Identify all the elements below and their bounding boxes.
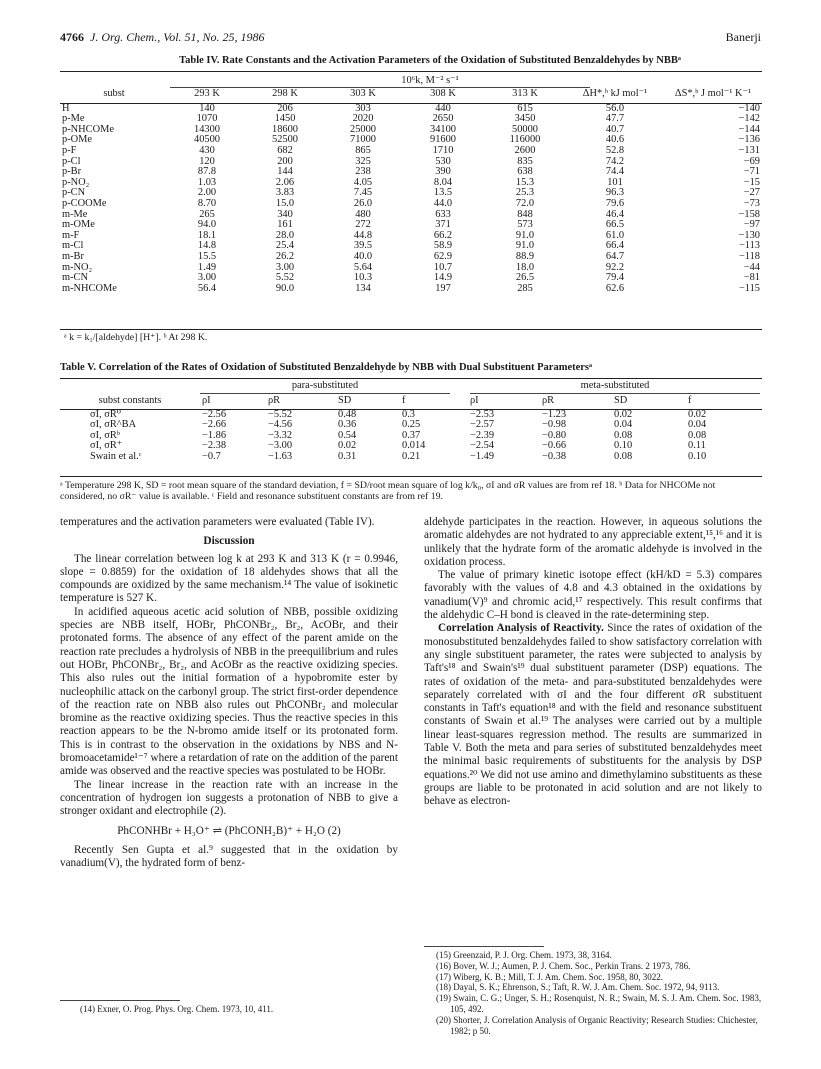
table4-cell: 2.06	[275, 176, 295, 188]
table5-cell: −2.53	[470, 408, 495, 420]
table4-row-label: m-F	[62, 229, 80, 241]
table5-row	[60, 452, 762, 463]
table4-row-label: p-Cl	[62, 155, 81, 167]
table5-cell: 0.3	[402, 408, 415, 420]
table5-cell: 0.25	[402, 419, 421, 431]
table5-cell: −3.32	[268, 429, 293, 441]
table5-cell: −1.23	[542, 408, 567, 420]
table4-cell: 272	[355, 219, 371, 231]
right-footnote-rule	[424, 946, 544, 947]
table5-footnote: ᵃ Temperature 298 K, SD = root mean square of the standard deviation, f = SD/root mean square of log k/k₀, σI and σR values are from ref 18. ᵇ Data for NHCOMe not considered, no σR⁻ value is available. ᶜ Field and resonance substituent constants are from ref 19.	[60, 480, 716, 502]
table4-cell: −27	[743, 187, 760, 199]
table4-cell: 5.52	[275, 272, 295, 284]
table5-head	[60, 396, 762, 409]
table4-cell: 848	[517, 208, 533, 220]
table5-group-para: para-substituted	[291, 380, 359, 391]
table4-row-label: p-NO₂	[62, 176, 90, 188]
table4-cell: 40500	[194, 134, 220, 146]
table4-cell: 66.4	[605, 240, 625, 252]
table4-cell: 26.0	[353, 197, 373, 209]
table4-cell: 14.8	[197, 240, 217, 252]
table4-cell: −73	[743, 197, 760, 209]
table4-cell: 10.3	[353, 272, 373, 284]
table4-cell: 2.00	[197, 187, 217, 199]
table5-cell: 0.014	[402, 440, 426, 452]
table4-cell: 4.05	[353, 176, 373, 188]
table4-cell: −130	[738, 229, 760, 241]
table5-cell: 0.31	[338, 450, 357, 462]
table4-row	[60, 157, 762, 168]
table4-cell: −71	[743, 166, 760, 178]
t5-col-rhoI-para: ρI	[202, 395, 211, 406]
table5-cell: −5.52	[268, 408, 293, 420]
table5-cell: −0.80	[542, 429, 567, 441]
table4-cell: −131	[738, 144, 760, 156]
table4-cell: 74.4	[605, 166, 625, 178]
table4-row	[60, 103, 762, 114]
table4-cell: 15.5	[197, 250, 217, 262]
table5-cell: −2.54	[470, 440, 495, 452]
table5-row-label: Swain et al.ᶜ	[90, 450, 142, 462]
table4-cell: 18.0	[515, 261, 535, 273]
table5-cell: −2.56	[202, 408, 227, 420]
table4-cell: 682	[277, 144, 293, 156]
table4-row	[60, 273, 762, 284]
table4-cell: 1.49	[197, 261, 217, 273]
reference-19: (19) Swain, C. G.; Unger, S. H.; Rosenquist, N. R.; Swain, M. S. J. Am. Chem. Soc. 1983, 105, 492.	[436, 993, 762, 1014]
table4-cell: 26.2	[275, 250, 295, 262]
table4-cell: 25.4	[275, 240, 295, 252]
table4-bottom-rule	[60, 329, 762, 330]
table4-cell: −118	[738, 250, 760, 262]
table4-cell: 40.7	[605, 123, 625, 135]
table4-cell: 238	[355, 166, 371, 178]
table4-cell: 44.8	[353, 229, 373, 241]
table4-row	[60, 220, 762, 231]
table4-cell: 91600	[430, 134, 456, 146]
reference-16: (16) Bover, W. J.; Aumen, P. J. Chem. Soc., Perkin Trans. 2 1973, 786.	[436, 960, 691, 971]
table4-cell: 71000	[350, 134, 376, 146]
table4-row	[60, 263, 762, 274]
table4-cell: 64.7	[605, 250, 625, 262]
table4-row	[60, 125, 762, 136]
table4-cell: 325	[355, 155, 371, 167]
left-paragraph-1: The linear correlation between log k at 293 K and 313 K (r = 0.9946, slope = 0.8859) for the oxidation of 18 aldehydes shows that all the compounds are oxidized by the same mechanism.¹⁴ The value of isokinetic temperature is 527 K.	[60, 552, 398, 605]
table4-row-label: m-Cl	[62, 240, 84, 252]
table4-row	[60, 241, 762, 252]
table4-row-label: m-NO₂	[62, 261, 93, 273]
table4-row-label: p-COOMe	[62, 197, 107, 209]
page-number: 4766	[60, 30, 84, 44]
table4-cell: 25.3	[515, 187, 535, 199]
t4-col-293: 293 K	[194, 88, 220, 99]
table5-cell: 0.02	[338, 440, 357, 452]
table4-cell: 90.0	[275, 282, 295, 294]
table4	[60, 89, 762, 294]
table4-cell: 161	[277, 219, 293, 231]
table4-cell: 638	[517, 166, 533, 178]
table5-cell: −1.63	[268, 450, 293, 462]
table5-cell: 0.08	[614, 450, 633, 462]
table4-cell: −158	[738, 208, 760, 220]
t5-col-f-para: f	[402, 395, 406, 406]
table5-cell: −2.39	[470, 429, 495, 441]
left-paragraph-4: Recently Sen Gupta et al.⁹ suggested that in the oxidation by vanadium(V), the hydrated form of benz-	[60, 843, 398, 870]
table5-cell: 0.10	[614, 440, 633, 452]
right-paragraph-1: aldehyde participates in the reaction. However, in aqueous solutions the aromatic aldehydes are not hydrated to any appreciable extent,¹⁵,¹⁶ and it is unlikely that the hydrate form of the aromatic aldehyde is involved in the oxidation process.	[424, 516, 762, 568]
table5-cell: 0.21	[402, 450, 421, 462]
table4-cell: −15	[743, 176, 760, 188]
table5-cell: 0.10	[688, 450, 707, 462]
table5-cell: 0.11	[688, 440, 706, 452]
table4-cell: 1450	[274, 113, 296, 125]
table5-cell: 0.37	[402, 429, 421, 441]
table4-row	[60, 210, 762, 221]
table4-cell: 87.8	[197, 166, 217, 178]
table4-cell: 197	[435, 282, 451, 294]
table4-row-label: p-F	[62, 144, 77, 156]
t4-col-303: 303 K	[350, 88, 376, 99]
table4-cell: 88.9	[515, 250, 535, 262]
table4-cell: 371	[435, 219, 451, 231]
table5-cell: −0.7	[202, 450, 221, 462]
t5-col-sd-meta: SD	[614, 395, 628, 406]
reference-17: (17) Wiberg, K. B.; Mill, T. J. Am. Chem. Soc. 1958, 80, 3022.	[436, 971, 663, 982]
table4-cell: 26.5	[515, 272, 535, 284]
table4-unit-header: 10⁶k, M⁻² s⁻¹	[401, 75, 459, 86]
table4-row	[60, 199, 762, 210]
table4-cell: 91.0	[515, 240, 535, 252]
table4-cell: 573	[517, 219, 533, 231]
table4-cell: −113	[738, 240, 760, 252]
table4-row-label: m-NHCOMe	[62, 282, 117, 294]
table4-row-label: p-NHCOMe	[62, 123, 114, 135]
t5-col-rhoR-meta: ρR	[542, 395, 555, 406]
table4-cell: 91.0	[515, 229, 535, 241]
table4-row-label: p-CN	[62, 187, 86, 199]
table4-cell: 58.9	[433, 240, 453, 252]
left-footnote-rule	[60, 1000, 180, 1001]
table5-cell: −1.49	[470, 450, 495, 462]
t5-col-f-meta: f	[688, 395, 692, 406]
table4-row	[60, 284, 762, 295]
table5-cell: 0.04	[614, 419, 633, 431]
table5-top-rule	[60, 378, 762, 379]
t4-col-298: 298 K	[272, 88, 298, 99]
table5-cell: −3.00	[268, 440, 293, 452]
table4-cell: −140	[738, 102, 760, 114]
table4-row	[60, 231, 762, 242]
table4-cell: 72.0	[515, 197, 535, 209]
left-paragraph-2: In acidified aqueous acetic acid solution of NBB, possible oxidizing species are NBB itself, HOBr, PhCONBr₂, Br₂, AcOBr, and their protonated forms. The absence of any effect of the parent amide on the reaction rate precludes a hydrolysis of NBB in the preequilibrium and rules out HOBr, PhCONBr₂, Br₂, and AcOBr as the reactive oxidizing species. This also rules out the initial formation of a hypobromite ester by nucleophilic attack on the carbonyl group. The strict first-order dependence of the reaction rate on NBB also rules out PhCONBr₂ and molecular bromine as the reactive oxidizing species. Thus the reactive species in this reaction appears to be the N-bromo amide itself or its protonated form. This is in contrast to the observation in the oxidations by NBS and N-bromoacetamide¹⁻⁷ where a retardation of rate on the addition of the parent amide was observed and the reactive species was postulated to be HOBr.	[60, 605, 398, 778]
table4-body	[60, 103, 762, 294]
table4-cell: 1.03	[197, 176, 217, 188]
table4-cell: 101	[607, 176, 623, 188]
table5-cell: 0.36	[338, 419, 357, 431]
right-paragraph-2: The value of primary kinetic isotope effect (kH/kD = 5.3) compares favorably with the values of 4.8 and 4.3 obtained in the oxidations by vanadium(V)⁹ and chromic acid,¹⁷ respectively. This result confirms that the aldehydic C–H bond is cleaved in the rate-determining step.	[424, 569, 762, 622]
table4-top-rule	[60, 71, 762, 72]
table4-cell: 15.3	[515, 176, 535, 188]
table4-cell: 52500	[272, 134, 298, 146]
table4-cell: 46.4	[605, 208, 625, 220]
table4-cell: 96.3	[605, 187, 625, 199]
table4-cell: 3.00	[275, 261, 295, 273]
table4-cell: −44	[743, 261, 760, 273]
table4-cell: −81	[743, 272, 760, 284]
table4-cell: 340	[277, 208, 293, 220]
table4-cell: 140	[199, 102, 215, 114]
table4-cell: 56.0	[605, 102, 625, 114]
table4-cell: 14300	[194, 123, 220, 135]
table4-row	[60, 188, 762, 199]
correlation-analysis-heading: Correlation Analysis of Reactivity.	[438, 622, 604, 635]
table4-cell: 62.9	[433, 250, 453, 262]
table4-row	[60, 146, 762, 157]
table4-cell: 390	[435, 166, 451, 178]
table4-cell: 865	[355, 144, 371, 156]
table5-cell: −4.56	[268, 419, 293, 431]
reference-14: (14) Exner, O. Prog. Phys. Org. Chem. 1973, 10, 411.	[80, 1004, 274, 1014]
table5-cell: 0.02	[614, 408, 633, 420]
table5-cell: −2.38	[202, 440, 227, 452]
table4-cell: 28.0	[275, 229, 295, 241]
table4-row-label: p-OMe	[62, 134, 93, 146]
table4-cell: 18.1	[197, 229, 217, 241]
table4-cell: −69	[743, 155, 760, 167]
table4-row	[60, 252, 762, 263]
table4-cell: −97	[743, 219, 760, 231]
table4-cell: −136	[738, 134, 760, 146]
table4-cell: 206	[277, 102, 293, 114]
table4-cell: 530	[435, 155, 451, 167]
table4-cell: 440	[435, 102, 451, 114]
table4-cell: 66.5	[605, 219, 625, 231]
table4-cell: 3.83	[275, 187, 295, 199]
table4-cell: 3450	[514, 113, 536, 125]
table4-cell: 120	[199, 155, 215, 167]
table4-cell: 2600	[514, 144, 536, 156]
table5-row-label: σI, σR⁰	[90, 408, 121, 420]
table4-cell: −144	[738, 123, 760, 135]
table5-cell: 0.02	[688, 408, 707, 420]
t5-col-rhoI-meta: ρI	[470, 395, 479, 406]
table5-meta-rule	[470, 393, 760, 394]
running-header-left	[60, 30, 265, 45]
table4-cell: −115	[738, 282, 760, 294]
table4-cell: 835	[517, 155, 533, 167]
table5-cell: −2.57	[470, 419, 495, 431]
table4-cell: 303	[355, 102, 371, 114]
right-column	[424, 516, 762, 809]
table5-cell: 0.08	[614, 429, 633, 441]
t5-col-subst: subst constants	[98, 395, 162, 406]
table4-cell: 615	[517, 102, 533, 114]
table5-cell: −0.98	[542, 419, 567, 431]
table4-cell: 13.5	[433, 187, 453, 199]
table4-cell: 144	[277, 166, 293, 178]
table5-cell: −0.66	[542, 440, 567, 452]
t4-col-subst: subst	[103, 88, 125, 99]
table5-row-label: σI, σR⁺	[90, 440, 123, 452]
t4-col-313: 313 K	[512, 88, 538, 99]
table5-caption: Table V. Correlation of the Rates of Oxidation of Substituted Benzaldehyde by NBB with Dual Substituent Parametersᵃ	[60, 362, 593, 373]
table4-cell: 134	[355, 282, 371, 294]
table4-row	[60, 135, 762, 146]
table4-cell: 66.2	[433, 229, 453, 241]
reference-18: (18) Dayal, S. K.; Ehrenson, S.; Taft, R. W. J. Am. Chem. Soc. 1972, 94, 9113.	[436, 982, 720, 993]
table4-footnote: ᵃ k = k₁/[aldehyde] [H⁺]. ᵇ At 298 K.	[64, 332, 208, 343]
discussion-heading: Discussion	[203, 535, 255, 548]
table4-row-label: m-CN	[62, 272, 88, 284]
t5-col-rhoR-para: ρR	[268, 395, 281, 406]
table4-cell: 25000	[350, 123, 376, 135]
table4-cell: 50000	[512, 123, 538, 135]
reference-15: (15) Greenzaid, P. J. Org. Chem. 1973, 38, 3164.	[436, 950, 612, 960]
table5-row-label: σI, σR^BA	[90, 419, 137, 431]
table4-row	[60, 167, 762, 178]
t4-col-ds: ΔS*,ᵇ J mol⁻¹ K⁻¹	[674, 88, 752, 100]
table4-row-label: m-Br	[62, 250, 84, 262]
table4-cell: 8.04	[433, 176, 453, 188]
table4-cell: 1710	[432, 144, 454, 156]
table5-cell: 0.04	[688, 419, 707, 431]
table4-row-label: p-Br	[62, 166, 82, 178]
table5-row-label: σI, σRᵇ	[90, 429, 121, 441]
table4-row-label: m-Me	[62, 208, 88, 220]
table4-cell: 79.6	[605, 197, 625, 209]
table4-cell: 52.8	[605, 144, 625, 156]
table4-caption: Table IV. Rate Constants and the Activation Parameters of the Oxidation of Substituted Benzaldehydes by NBBᵃ	[179, 55, 681, 66]
table5-cell: 0.48	[338, 408, 357, 420]
table4-cell: 62.6	[605, 282, 625, 294]
table4-cell: 34100	[430, 123, 456, 135]
table4-cell: 15.0	[275, 197, 295, 209]
table4-cell: 7.45	[353, 187, 373, 199]
table4-cell: 56.4	[197, 282, 217, 294]
table4-cell: 74.2	[605, 155, 625, 167]
table4-cell: 2650	[432, 113, 454, 125]
t5-col-sd-para: SD	[338, 395, 352, 406]
table4-row-label: p-Me	[62, 113, 85, 125]
table4-cell: 39.5	[353, 240, 373, 252]
table5-cell: −1.86	[202, 429, 227, 441]
table5-body	[60, 409, 762, 462]
table4-head	[60, 89, 762, 103]
table4-cell: 47.7	[605, 113, 625, 125]
table5-group-meta: meta-substituted	[580, 380, 650, 391]
journal-citation: J. Org. Chem., Vol. 51, No. 25, 1986	[90, 30, 265, 44]
table5-cell: 0.08	[688, 429, 707, 441]
right-paragraph-3-text: Since the rates of oxidation of the monosubstituted benzaldehydes failed to show satisfactory correlation with any single substituent parameter, the rates were subjected to analysis by Taft's¹⁸ and Swain's¹⁹ dual substituent parameter (DSP) equations. The rates of oxidation of the meta- and para-substituted benzaldehydes were separately correlated with σI and the four different σR substituent constants in Taft's equation¹⁸ and with the field and resonance substituent constants of Swain et al.¹⁹ The analyses were carried out by a multiple linear least-squares regression method. The results are summarized in Table V. Both the meta and para series of substituted benzaldehydes meet the minimal basic requirements of substituents for the analysis by DSP equations.²⁰ We did not use amino and dimethylamino substituents as these groups are liable to be protonated in acid solution and are not likely to behave as electron-	[424, 622, 762, 808]
table4-cell: 61.0	[605, 229, 625, 241]
table5-cell: −0.38	[542, 450, 567, 462]
reference-20: (20) Shorter, J. Correlation Analysis of Organic Reactivity; Research Studies: Chichester, 1982; p 50.	[436, 1014, 758, 1036]
table4-cell: 44.0	[433, 197, 453, 209]
table4-row	[60, 178, 762, 189]
table4-cell: 200	[277, 155, 293, 167]
table4-cell: 40.0	[353, 250, 373, 262]
left-column	[60, 516, 398, 870]
table4-cell: 1070	[196, 113, 218, 125]
t4-col-dh: ΔH*,ᵇ kJ mol⁻¹	[582, 88, 648, 99]
table4-cell: 265	[199, 208, 215, 220]
right-references	[436, 950, 762, 1036]
table4-cell: 116000	[509, 134, 541, 146]
right-paragraph-3	[424, 622, 762, 808]
table4-row	[60, 114, 762, 125]
equation-2: PhCONHBr + H₃O⁺ ⇌ (PhCONH₂B)⁺ + H₂O (2)	[117, 824, 341, 837]
table4-cell: 5.64	[353, 261, 373, 273]
table5-cell: 0.54	[338, 429, 357, 441]
t4-col-308: 308 K	[430, 88, 456, 99]
table4-cell: 79.4	[605, 272, 625, 284]
table4-cell: 480	[355, 208, 371, 220]
table4-cell: 2020	[352, 113, 374, 125]
table4-cell: 430	[199, 144, 215, 156]
table5-para-rule	[200, 393, 450, 394]
table4-cell: 8.70	[197, 197, 217, 209]
table4-cell: 285	[517, 282, 533, 294]
table4-cell: 14.9	[433, 272, 453, 284]
table4-cell: 10.7	[433, 261, 453, 273]
table4-cell: 92.2	[605, 261, 625, 273]
table4-cell: 633	[435, 208, 451, 220]
table5-bottom-rule	[60, 476, 762, 477]
table5-cell: −2.66	[202, 419, 227, 431]
table4-cell: −142	[738, 113, 760, 125]
left-paragraph-3: The linear increase in the reaction rate with an increase in the concentration of hydrogen ion suggests a protonation of NBB to give a stronger oxidant and electrophile (2).	[60, 778, 398, 818]
table4-cell: 40.6	[605, 134, 625, 146]
left-paragraph-0: temperatures and the activation parameters were evaluated (Table IV).	[60, 516, 375, 528]
table5	[60, 396, 762, 463]
table4-cell: 3.00	[197, 272, 217, 284]
table4-row-label: m-OMe	[62, 219, 95, 231]
table4-row-label: H	[62, 102, 70, 114]
table4-cell: 18600	[272, 123, 298, 135]
author-running-head: Banerji	[725, 30, 761, 44]
table4-cell: 94.0	[197, 219, 217, 231]
